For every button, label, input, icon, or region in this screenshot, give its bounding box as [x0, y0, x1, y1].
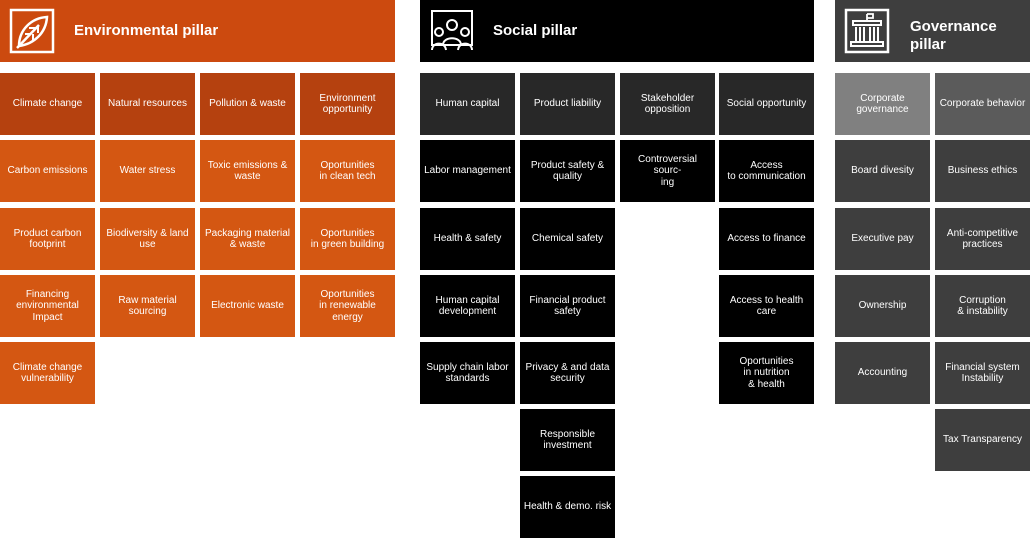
- environmental-pillar-header: [0, 0, 395, 62]
- soc-cell-health-safety: Health & safety: [420, 208, 515, 270]
- governance-pillar-header: [835, 0, 1030, 62]
- soc-cell-responsible-investment: Responsible investment: [520, 409, 615, 471]
- gov-cell-board-diversity: Board divesity: [835, 140, 930, 202]
- env-cell-water-stress: Water stress: [100, 140, 195, 202]
- env-cell-biodiversity: Biodiversity & land use: [100, 208, 195, 270]
- gov-cell-corporate-governance: Corporate governance: [835, 73, 930, 135]
- soc-cell-privacy-data-security: Privacy & and data security: [520, 342, 615, 404]
- env-cell-toxic-emissions: Toxic emissions & waste: [200, 140, 295, 202]
- soc-cell-nutrition-health: Oportunities in nutrition & health: [719, 342, 814, 404]
- soc-cell-chemical-safety: Chemical safety: [520, 208, 615, 270]
- people-presentation-icon: [429, 8, 475, 54]
- env-cell-electronic-waste: Electronic waste: [200, 275, 295, 337]
- gov-cell-financial-system-instability: Financial system Instability: [935, 342, 1030, 404]
- soc-cell-labor-management: Labor management: [420, 140, 515, 202]
- env-cell-renewable-energy: Oportunities in renewable energy: [300, 275, 395, 337]
- env-cell-natural-resources: Natural resources: [100, 73, 195, 135]
- gov-cell-anti-competitive: Anti-competitive practices: [935, 208, 1030, 270]
- soc-cell-stakeholder-opposition: Stakeholder opposition: [620, 73, 715, 135]
- gov-cell-ownership: Ownership: [835, 275, 930, 337]
- governance-pillar-title: Governance pillar: [910, 18, 997, 53]
- leaf-icon: [9, 8, 55, 54]
- soc-cell-supply-chain-labor: Supply chain labor standards: [420, 342, 515, 404]
- env-cell-packaging-material: Packaging material & waste: [200, 208, 295, 270]
- soc-cell-access-health-care: Access to health care: [719, 275, 814, 337]
- soc-cell-access-finance: Access to finance: [719, 208, 814, 270]
- env-cell-pollution-waste: Pollution & waste: [200, 73, 295, 135]
- soc-cell-product-safety: Product safety & quality: [520, 140, 615, 202]
- gov-cell-corporate-behavior: Corporate behavior: [935, 73, 1030, 135]
- gov-cell-executive-pay: Executive pay: [835, 208, 930, 270]
- soc-cell-financial-product-safety: Financial product safety: [520, 275, 615, 337]
- env-cell-financing-environmental-impact: Financing environmental Impact: [0, 275, 95, 337]
- env-cell-carbon-emissions: Carbon emissions: [0, 140, 95, 202]
- government-building-icon: [844, 8, 890, 54]
- social-pillar-title: Social pillar: [493, 22, 578, 39]
- gov-cell-tax-transparency: Tax Transparency: [935, 409, 1030, 471]
- env-cell-product-carbon-footprint: Product carbon footprint: [0, 208, 95, 270]
- soc-cell-access-communication: Access to communication: [719, 140, 814, 202]
- soc-cell-human-capital: Human capital: [420, 73, 515, 135]
- gov-cell-accounting: Accounting: [835, 342, 930, 404]
- soc-cell-product-liability: Product liability: [520, 73, 615, 135]
- env-cell-green-building: Oportunities in green building: [300, 208, 395, 270]
- env-cell-raw-material-sourcing: Raw material sourcing: [100, 275, 195, 337]
- env-cell-climate-change-vulnerability: Climate change vulnerability: [0, 342, 95, 404]
- soc-cell-health-demo-risk: Health & demo. risk: [520, 476, 615, 538]
- soc-cell-human-capital-development: Human capital development: [420, 275, 515, 337]
- gov-cell-business-ethics: Business ethics: [935, 140, 1030, 202]
- env-cell-environment-opportunity: Environment opportunity: [300, 73, 395, 135]
- environmental-pillar-title: Environmental pillar: [74, 22, 219, 39]
- env-cell-climate-change: Climate change: [0, 73, 95, 135]
- gov-cell-corruption: Corruption & instability: [935, 275, 1030, 337]
- soc-cell-social-opportunity: Social opportunity: [719, 73, 814, 135]
- env-cell-clean-tech: Oportunities in clean tech: [300, 140, 395, 202]
- soc-cell-controversial-sourcing: Controversial sourc- ing: [620, 140, 715, 202]
- social-pillar-header: [420, 0, 814, 62]
